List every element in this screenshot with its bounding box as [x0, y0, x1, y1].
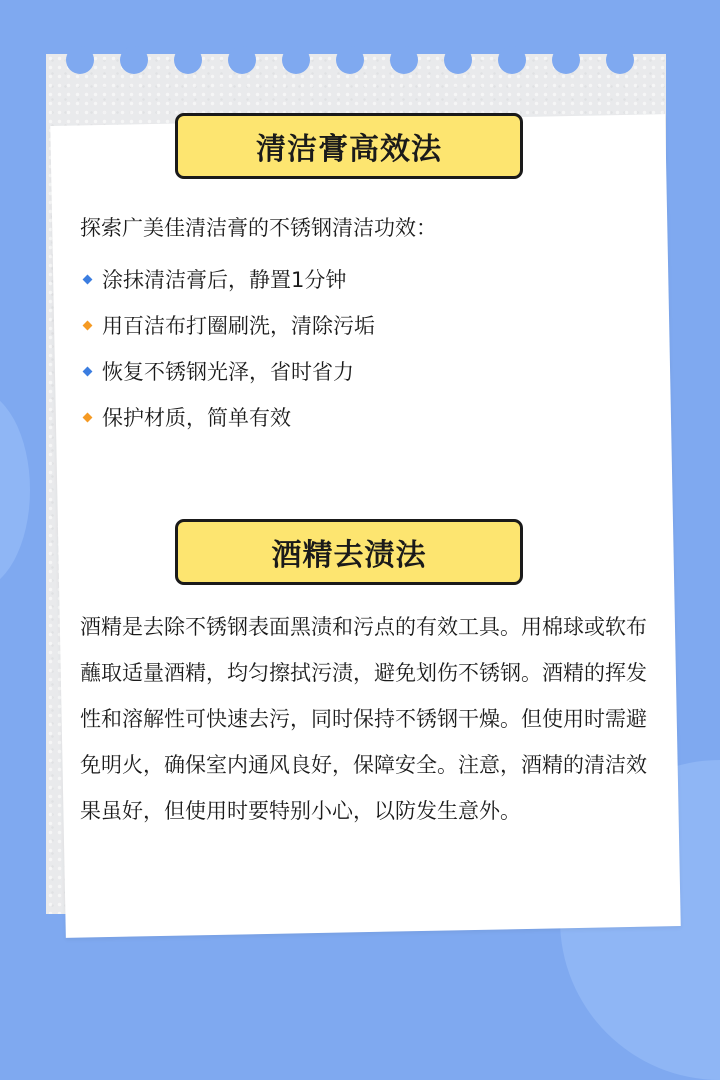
binder-hole [444, 46, 472, 74]
binder-hole [174, 46, 202, 74]
list-item-text: 恢复不锈钢光泽，省时省力 [102, 360, 354, 384]
alcohol-method-paragraph: 酒精是去除不锈钢表面黑渍和污点的有效工具。用棉球或软布蘸取适量酒精，均匀擦拭污渍，避免划伤不锈钢。酒精的挥发性和溶解性可快速去污，同时保持不锈钢干燥。但使用时需避免明火，确保室内通风良好，保障安全。注意，酒精的清洁效果虽好，但使用时要特别小心，以防发生意外。 [80, 615, 647, 823]
tips-list [80, 256, 375, 440]
orange-diamond-icon [83, 320, 93, 330]
binder-hole [336, 46, 364, 74]
list-item-text: 保护材质，简单有效 [102, 406, 291, 430]
list-item [80, 348, 375, 394]
background-blob [0, 390, 30, 590]
list-item [80, 256, 375, 302]
list-item-text: 用百洁布打圈刷洗，清除污垢 [102, 314, 375, 338]
orange-diamond-icon [83, 412, 93, 422]
binder-hole [606, 46, 634, 74]
binder-hole [390, 46, 418, 74]
section-title-alcohol: 酒精去渍法 [175, 519, 523, 585]
list-item-text: 涂抹清洁膏后，静置1分钟 [102, 268, 347, 292]
binder-hole [282, 46, 310, 74]
section-title-paste: 清洁膏高效法 [175, 113, 523, 179]
binder-hole [552, 46, 580, 74]
list-item [80, 394, 375, 440]
binder-hole [498, 46, 526, 74]
binder-hole [120, 46, 148, 74]
blue-diamond-icon [83, 366, 93, 376]
blue-diamond-icon [83, 274, 93, 284]
list-item [80, 302, 375, 348]
intro-text: 探索广美佳清洁膏的不锈钢清洁功效： [80, 216, 437, 240]
binder-hole [228, 46, 256, 74]
binder-hole [66, 46, 94, 74]
